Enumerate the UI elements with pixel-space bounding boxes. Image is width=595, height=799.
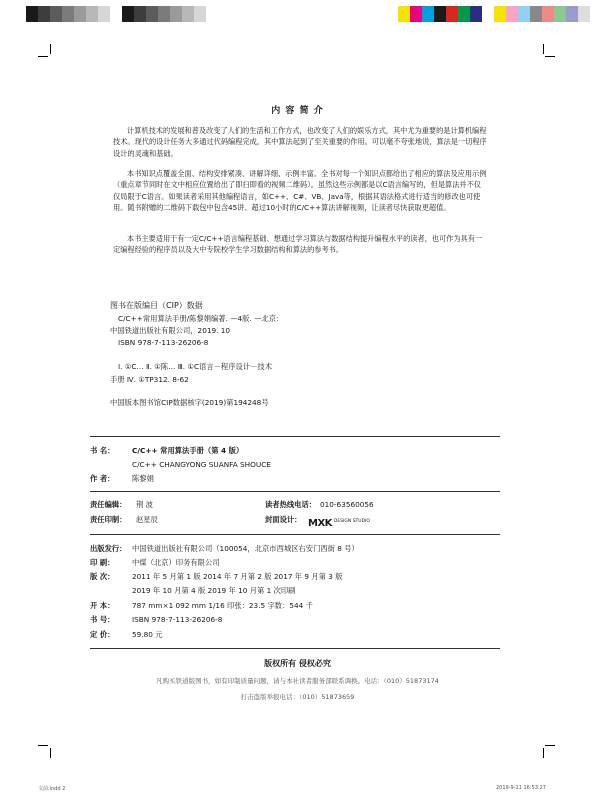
pub-value: ISBN 978-7-113-26206-8 — [132, 615, 223, 624]
editor-value: 荆 波 — [136, 500, 153, 509]
color-swatch — [506, 6, 518, 22]
crop-mark — [543, 748, 544, 758]
hotline-label: 读者热线电话： — [265, 500, 317, 509]
title-label: 书 名： — [90, 446, 115, 455]
color-swatch — [470, 6, 482, 22]
color-swatch — [74, 6, 86, 22]
color-swatch — [482, 6, 494, 22]
title-pinyin: C/C++ CHANGYONG SUANFA SHOUCE — [132, 460, 271, 469]
color-swatch — [110, 6, 122, 22]
color-swatch — [554, 6, 566, 22]
rights-report: 打击盗版举报电话：（010）51873659 — [240, 693, 355, 701]
color-swatch — [122, 6, 134, 22]
color-swatch — [458, 6, 470, 22]
color-swatch — [50, 6, 62, 22]
color-swatch — [134, 6, 146, 22]
color-swatch — [446, 6, 458, 22]
cip-line: ISBN 978-7-113-26206-8 — [118, 338, 209, 347]
crop-mark — [50, 748, 51, 758]
color-swatch — [98, 6, 110, 22]
author-value: 陈黎娟 — [132, 474, 154, 483]
color-swatch — [26, 6, 38, 22]
crop-mark — [543, 44, 544, 54]
intro-paragraph-2: 本书知识点覆盖全面、结构安排紧凑、讲解详细、示例丰富。全书对每一个知识点都给出了相应的算法及应用示例（重点章节同时在文中相应位置给出了即扫即看的视频二维码）。虽然这些示例都是以C语言编写的，但是算法并不仅仅局限于C语言。如果读者采用其他编程语言，如C++、C#、VB、Java等，根据其语法格式进行适当的修改也可使用。随书附赠的二维码下载包中包含45讲、超过10小时的C/C++算法讲解视频，让读者尽快获取更超值。 — [113, 169, 487, 213]
pub-label: 印 刷： — [90, 558, 115, 567]
color-swatch — [422, 6, 434, 22]
divider — [90, 491, 500, 492]
pub-label: 版 次： — [90, 572, 115, 581]
crop-mark — [38, 745, 48, 746]
pub-label: 书 号： — [90, 615, 115, 624]
color-swatch — [494, 6, 506, 22]
print-manager-label: 责任印制： — [90, 515, 127, 524]
intro-paragraph-1: 计算机技术的发展和普及改变了人们的生活和工作方式，也改变了人们的娱乐方式，其中尤为重要的是计算机编程技术。现代的设计任务大多通过代码编程完成，其中算法起到了至关重要的作用。可以毫不夸张地说，算法是一切程序设计的灵魂和基础。 — [113, 126, 487, 158]
pub-value: 2011 年 5 月第 1 版 2014 年 7 月第 2 版 2017 年 9 月第 3 版 — [132, 572, 343, 581]
crop-mark — [38, 56, 48, 57]
color-swatch — [398, 6, 410, 22]
color-swatch — [566, 6, 578, 22]
color-bar-left — [26, 6, 218, 22]
cover-design-label: 封面设计： — [265, 515, 302, 524]
color-swatch — [170, 6, 182, 22]
title-value: C/C++ 常用算法手册（第 4 版） — [132, 446, 244, 455]
divider — [90, 534, 500, 535]
pub-label: 出版发行： — [90, 544, 127, 553]
cip-heading: 图书在版编目（CIP）数据 — [110, 301, 203, 310]
color-swatch — [518, 6, 530, 22]
pub-label: 定 价： — [90, 630, 115, 639]
intro-title: 内 容 简 介 — [271, 106, 324, 116]
color-swatch — [146, 6, 158, 22]
pub-value: 59.80 元 — [132, 630, 163, 639]
crop-mark — [50, 44, 51, 54]
color-swatch — [542, 6, 554, 22]
slug-file: 文前.indd 2 — [38, 786, 66, 792]
rights-contact: 凡购买铁道版图书，如有印制质量问题，请与本社读者服务部联系调换。电话：（010）51873174 — [156, 677, 439, 685]
color-swatch — [62, 6, 74, 22]
color-bar-right — [398, 6, 590, 22]
color-swatch — [434, 6, 446, 22]
cip-line: 中国铁道出版社有限公司，2019. 10 — [110, 326, 231, 335]
pub-label: 开 本： — [90, 601, 115, 610]
author-label: 作 者： — [90, 474, 115, 483]
color-swatch — [194, 6, 206, 22]
cip-line: C/C++常用算法手册/陈黎娟编著. —4版. —北京： — [118, 314, 284, 323]
cip-line: Ⅰ. ①C… Ⅱ. ①陈… Ⅲ. ①C语言－程序设计－技术 — [118, 362, 273, 371]
divider — [90, 436, 500, 437]
editor-label: 责任编辑： — [90, 500, 127, 509]
color-swatch — [86, 6, 98, 22]
hotline-value: 010-63560056 — [320, 500, 374, 509]
color-swatch — [182, 6, 194, 22]
cip-line: 中国版本图书馆CIP数据核字(2019)第194248号 — [110, 398, 269, 407]
cip-line: 手册 Ⅳ. ①TP312. 8-62 — [110, 375, 189, 384]
divider — [90, 648, 500, 649]
cover-design-logo: MXK DESIGN STUDIO — [308, 518, 370, 529]
crop-mark — [545, 56, 555, 57]
pub-value: 中国铁道出版社有限公司（100054，北京市西城区右安门西街 8 号） — [132, 544, 359, 553]
color-swatch — [206, 6, 218, 22]
crop-mark — [545, 745, 555, 746]
pub-value: 中煤（北京）印务有限公司 — [132, 558, 220, 567]
color-swatch — [38, 6, 50, 22]
color-swatch — [578, 6, 590, 22]
pub-value: 787 mm×1 092 mm 1/16 印张：23.5 字数：544 千 — [132, 601, 313, 610]
color-swatch — [530, 6, 542, 22]
color-swatch — [158, 6, 170, 22]
rights-title: 版权所有 侵权必究 — [264, 659, 331, 668]
slug-timestamp: 2019-9-11 16:53:27 — [496, 785, 546, 791]
intro-paragraph-3: 本书主要适用于有一定C/C++语言编程基础、想通过学习算法与数据结构提升编程水平的读者，也可作为具有一定编程经验的程序员以及大中专院校学生学习数据结构和算法的参考书。 — [113, 234, 483, 255]
pub-value: 2019 年 10 月第 4 版 2019 年 10 月第 1 次印刷 — [132, 586, 296, 595]
print-manager-value: 赵星辰 — [136, 515, 158, 524]
color-swatch — [410, 6, 422, 22]
